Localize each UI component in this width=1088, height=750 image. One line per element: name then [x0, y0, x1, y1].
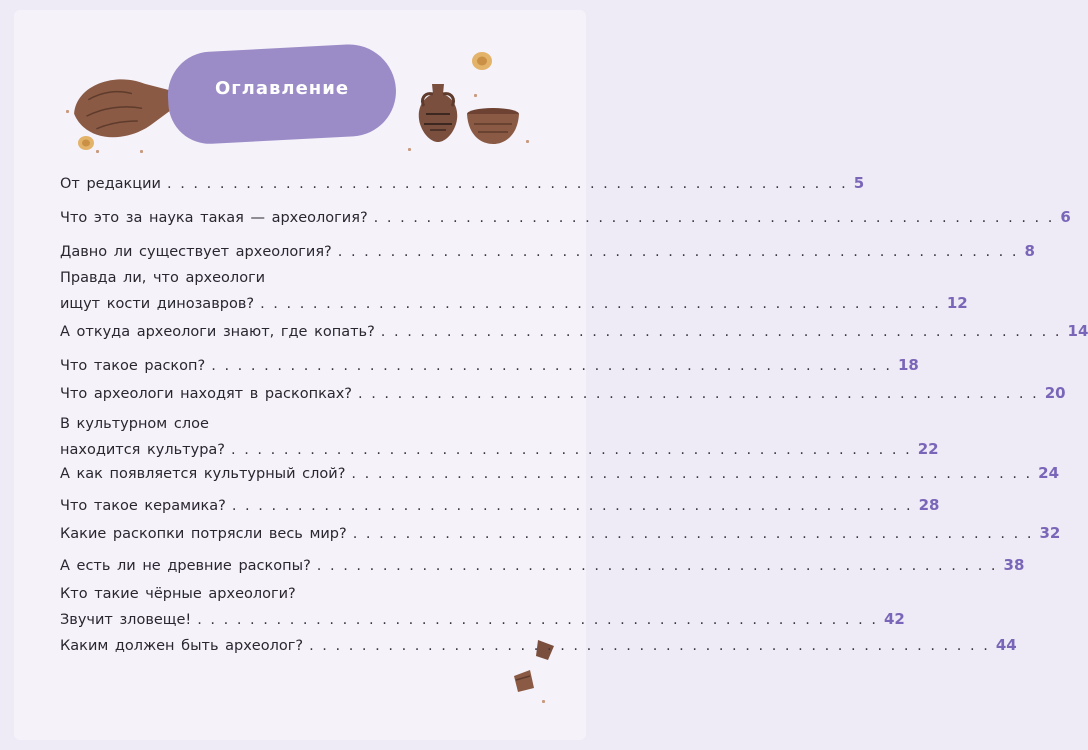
dot-leader: . . . . . . . . . . . . . . . . . . . . . . . . . . . . . . . . . . . . . . . . . . . . . . . . . . . . [166, 176, 848, 192]
page-number: 22 [917, 440, 939, 458]
toc-entry-row [60, 174, 865, 194]
page-number: 20 [1044, 384, 1066, 402]
page-number: 28 [918, 496, 940, 514]
toc-entry-title: находится культура? [60, 442, 225, 458]
toc-entry-title: Что такое керамика? [60, 498, 226, 514]
dot-leader: . . . . . . . . . . . . . . . . . . . . . . . . . . . . . . . . . . . . . . . . . . . . . . . . . . . . [309, 638, 990, 654]
dot-leader: . . . . . . . . . . . . . . . . . . . . . . . . . . . . . . . . . . . . . . . . . . . . . . . . . . . . [380, 324, 1062, 340]
dot-leader: . . . . . . . . . . . . . . . . . . . . . . . . . . . . . . . . . . . . . . . . . . . . . . . . . . . . [358, 386, 1039, 402]
crumb [140, 150, 143, 153]
toc-entry-title-line: Правда ли, что археологи [60, 270, 266, 286]
toc-entry[interactable] [60, 242, 1035, 262]
amphora-icon [410, 80, 466, 146]
toc-entry-title: Каким должен быть археолог? [60, 638, 304, 654]
toc-entry-title-line: Кто такие чёрные археологи? [60, 586, 296, 602]
toc-entry[interactable] [60, 416, 939, 460]
toc-entry-title-line: В культурном слое [60, 416, 209, 432]
coin-icon [470, 50, 494, 72]
toc-entry[interactable] [60, 636, 1017, 656]
toc-entry-title: ищут кости динозавров? [60, 296, 255, 312]
toc-entry-title: Давно ли существует археология? [60, 244, 332, 260]
crumb [96, 150, 99, 153]
page-number: 8 [1024, 242, 1035, 260]
crumb [66, 110, 69, 113]
dot-leader: . . . . . . . . . . . . . . . . . . . . . . . . . . . . . . . . . . . . . . . . . . . . . . . . . . . . [352, 526, 1034, 542]
toc-entry-title: Какие раскопки потрясли весь мир? [60, 526, 347, 542]
dot-leader: . . . . . . . . . . . . . . . . . . . . . . . . . . . . . . . . . . . . . . . . . . . . . . . . . . . . [260, 296, 941, 312]
dot-leader: . . . . . . . . . . . . . . . . . . . . . . . . . . . . . . . . . . . . . . . . . . . . . . . . . . . . [230, 442, 912, 458]
toc-entry[interactable] [60, 322, 1088, 342]
page-number: 38 [1003, 556, 1025, 574]
toc-entry-title: А как появляется культурный слой? [60, 466, 346, 482]
toc-entry-row [60, 464, 1060, 484]
page-number: 24 [1038, 464, 1060, 482]
toc-entry[interactable] [60, 586, 905, 630]
dot-leader: . . . . . . . . . . . . . . . . . . . . . . . . . . . . . . . . . . . . . . . . . . . . . . . . . . . . [351, 466, 1033, 482]
crumb [526, 140, 529, 143]
page-number: 6 [1060, 208, 1071, 226]
dot-leader: . . . . . . . . . . . . . . . . . . . . . . . . . . . . . . . . . . . . . . . . . . . . . . . . . . . . [316, 558, 998, 574]
toc-entry[interactable] [60, 356, 919, 376]
toc-entry[interactable] [60, 464, 1060, 484]
dot-leader: . . . . . . . . . . . . . . . . . . . . . . . . . . . . . . . . . . . . . . . . . . . . . . . . . . . . [197, 612, 878, 628]
crumb [408, 148, 411, 151]
toc-entry[interactable] [60, 208, 1071, 228]
toc-entry-row [60, 610, 905, 630]
page-number: 44 [995, 636, 1017, 654]
page-number: 42 [883, 610, 905, 628]
toc-entry-row [60, 242, 1035, 262]
toc-entry-title: Что это за наука такая — археология? [60, 210, 368, 226]
page-number: 12 [946, 294, 968, 312]
toc-entry-title: А есть ли не древние раскопы? [60, 558, 311, 574]
toc-entry-title: Что археологи находят в раскопках? [60, 386, 352, 402]
toc-entry-row [60, 322, 1088, 342]
toc-entry-title: Что такое раскоп? [60, 358, 206, 374]
dot-leader: . . . . . . . . . . . . . . . . . . . . . . . . . . . . . . . . . . . . . . . . . . . . . . . . . . . . [211, 358, 892, 374]
page-number: 18 [897, 356, 919, 374]
toc-entry[interactable] [60, 174, 865, 194]
page-title: Оглавление [214, 78, 350, 99]
toc-entry-row [60, 384, 1066, 404]
crumb [542, 700, 545, 703]
page-number: 5 [853, 174, 865, 192]
toc-entry-row [60, 556, 1025, 576]
toc-entry[interactable] [60, 524, 1061, 544]
toc-entry-title: Звучит зловеще! [60, 612, 192, 628]
toc-entry[interactable] [60, 496, 940, 516]
coin-icon [76, 134, 96, 152]
dot-leader: . . . . . . . . . . . . . . . . . . . . . . . . . . . . . . . . . . . . . . . . . . . . . . . . . . . . [337, 244, 1019, 260]
toc-entry-row [60, 208, 1071, 228]
page-number: 32 [1039, 524, 1061, 542]
toc-entry[interactable] [60, 384, 1066, 404]
toc-entry-row [60, 440, 939, 460]
dot-leader: . . . . . . . . . . . . . . . . . . . . . . . . . . . . . . . . . . . . . . . . . . . . . . . . . . . . [373, 210, 1055, 226]
toc-entry-row [60, 356, 919, 376]
page-number: 14 [1067, 322, 1088, 340]
dot-leader: . . . . . . . . . . . . . . . . . . . . . . . . . . . . . . . . . . . . . . . . . . . . . . . . . . . . [231, 498, 913, 514]
clay-bowl-icon [462, 104, 524, 148]
toc-entry-row [60, 294, 968, 314]
toc-entry-title: А откуда археологи знают, где копать? [60, 324, 375, 340]
toc-entry-row [60, 524, 1061, 544]
toc-entry[interactable] [60, 556, 1025, 576]
toc-entry-row [60, 636, 1017, 656]
toc-entry-row [60, 496, 940, 516]
toc-entry[interactable] [60, 270, 968, 314]
toc-entry-title: От редакции [60, 176, 161, 192]
crumb [474, 94, 477, 97]
